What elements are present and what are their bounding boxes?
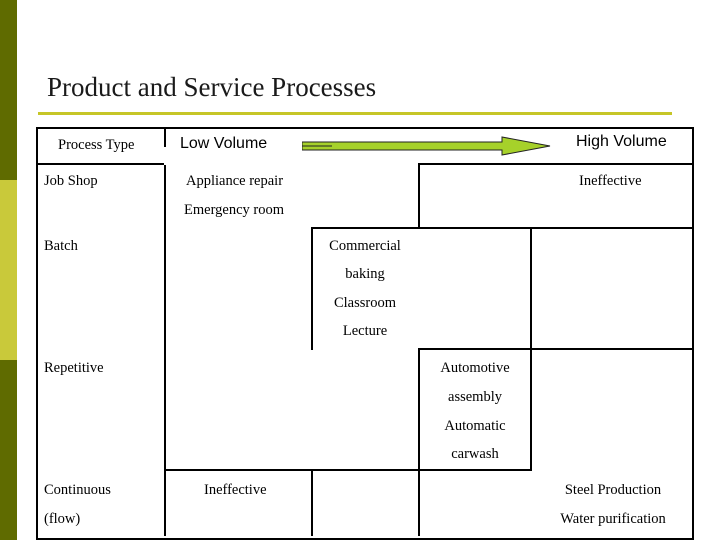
row-label-continuous: Continuous — [44, 482, 111, 498]
continuous-high-line-1: Steel Production — [564, 482, 662, 498]
header-row-line-left — [36, 163, 164, 165]
row-label-job-shop: Job Shop — [44, 173, 98, 189]
column-divider-2b — [311, 471, 313, 536]
job-shop-high: Ineffective — [579, 173, 642, 189]
header-process-type: Process Type — [58, 137, 135, 153]
batch-line-3: Classroom — [333, 295, 397, 311]
job-shop-low-line-1: Appliance repair — [186, 173, 284, 189]
row-line-2 — [418, 348, 694, 350]
header-divider — [164, 127, 166, 147]
column-divider-4 — [530, 229, 532, 471]
column-divider-1 — [164, 165, 166, 536]
header-high-volume: High Volume — [576, 133, 667, 150]
process-matrix — [36, 127, 694, 540]
batch-line-2: baking — [345, 266, 385, 282]
row-line-3 — [164, 469, 530, 471]
right-arrow-icon — [302, 135, 554, 157]
repetitive-line-3: Automatic — [444, 418, 506, 434]
row-label-repetitive: Repetitive — [44, 360, 104, 376]
column-divider-3-top — [418, 165, 420, 229]
repetitive-line-2: assembly — [448, 389, 502, 405]
batch-line-4: Lecture — [342, 323, 388, 339]
job-shop-low-line-2: Emergency room — [184, 202, 284, 218]
batch-line-1: Commercial — [329, 238, 401, 254]
repetitive-line-4: carwash — [451, 446, 499, 462]
row-label-continuous-flow: (flow) — [44, 511, 81, 527]
header-low-volume: Low Volume — [180, 135, 268, 152]
row-label-batch: Batch — [44, 238, 78, 254]
page-title: Product and Service Processes — [47, 72, 377, 102]
sidebar-decoration — [0, 0, 17, 540]
continuous-high-line-2: Water purification — [560, 511, 666, 527]
header-row-line-right — [418, 163, 694, 165]
continuous-low: Ineffective — [204, 482, 267, 498]
repetitive-line-1: Automotive — [440, 360, 510, 376]
row-line-1 — [311, 227, 694, 229]
title-underline — [38, 112, 672, 115]
